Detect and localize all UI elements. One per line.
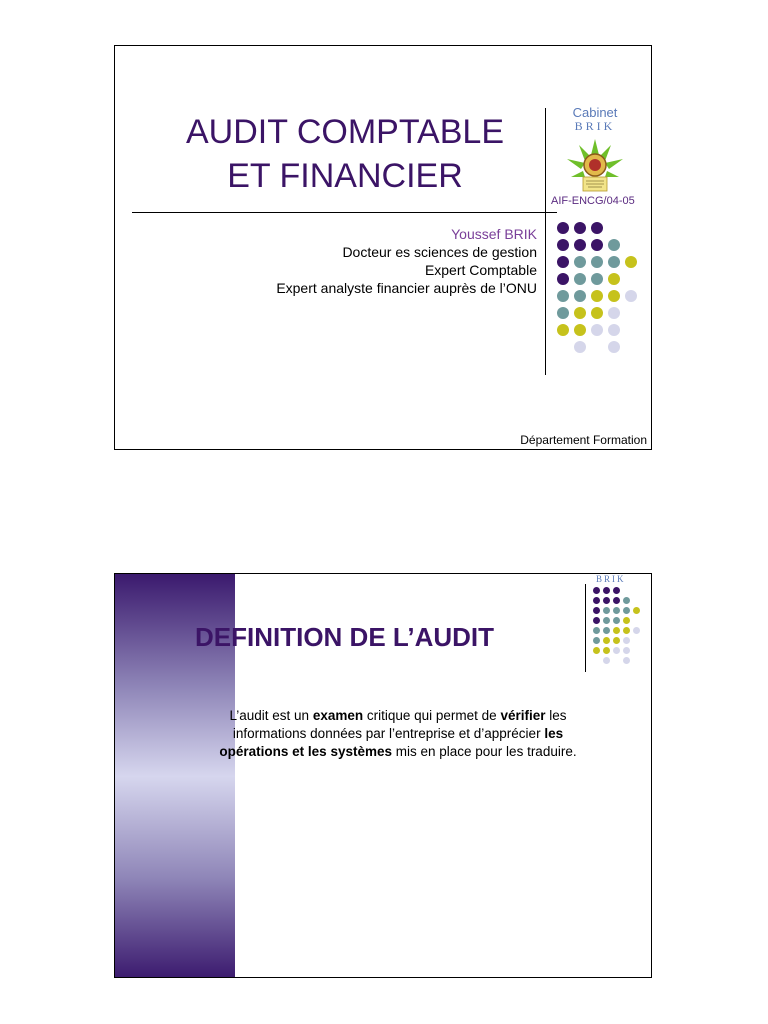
logo-brik-text: BRIK (596, 574, 626, 584)
decorative-dot (625, 256, 637, 268)
decorative-dot (574, 307, 586, 319)
decorative-dot (591, 290, 603, 302)
decorative-dot (613, 617, 620, 624)
definition-text: les informations données par l’entreprise et d’apprécier (232, 708, 567, 741)
decorative-dot (591, 239, 603, 251)
vertical-divider (585, 584, 586, 672)
decorative-dot (623, 627, 630, 634)
definition-text: critique qui permet de (363, 708, 501, 723)
author-block (276, 225, 537, 297)
decorative-dot (623, 657, 630, 664)
decorative-dot (603, 607, 610, 614)
slide-title: DEFINITION DE L’AUDIT (195, 622, 494, 652)
author-name: Youssef BRIK (451, 226, 537, 242)
decorative-dot (603, 617, 610, 624)
decorative-dot (591, 273, 603, 285)
decorative-dot (574, 341, 586, 353)
decorative-dot (603, 657, 610, 664)
decorative-dot (623, 597, 630, 604)
cabinet-logo (555, 106, 635, 198)
horizontal-divider (132, 212, 557, 213)
decorative-dot (603, 597, 610, 604)
decorative-dot (623, 647, 630, 654)
decorative-dot (633, 607, 640, 614)
decorative-dot (613, 607, 620, 614)
decorative-dot (613, 627, 620, 634)
decorative-dot (603, 647, 610, 654)
definition-emphasis: les opérations et les systèmes (219, 726, 564, 759)
decorative-dot (557, 290, 569, 302)
decorative-dot (608, 290, 620, 302)
definition-emphasis: vérifier (500, 708, 546, 723)
decorative-dot (593, 627, 600, 634)
definition-paragraph (203, 707, 593, 761)
title-line-1: AUDIT COMPTABLE (185, 113, 505, 151)
title-line-2: ET FINANCIER (227, 157, 463, 195)
decorative-dot (593, 617, 600, 624)
emblem-icon (559, 133, 631, 193)
decorative-dot (591, 324, 603, 336)
decorative-dot (574, 290, 586, 302)
decorative-dot (623, 617, 630, 624)
decorative-dot (591, 307, 603, 319)
decorative-dot (608, 239, 620, 251)
department-footer: Département Formation (520, 433, 647, 447)
definition-text: mis en place pour les traduire. (392, 744, 577, 759)
decorative-dot (557, 239, 569, 251)
decorative-dot (608, 324, 620, 336)
decorative-dot (613, 597, 620, 604)
decorative-dot (603, 587, 610, 594)
definition-text: L’audit est un (229, 708, 313, 723)
decorative-dot (623, 607, 630, 614)
definition-emphasis: examen (312, 708, 364, 723)
decorative-dot (557, 307, 569, 319)
decorative-dot (574, 324, 586, 336)
decorative-dot (633, 627, 640, 634)
author-title: Expert Comptable (424, 262, 537, 278)
decorative-dot (557, 324, 569, 336)
decorative-dot (591, 222, 603, 234)
decorative-dot (608, 307, 620, 319)
decorative-dot (625, 290, 637, 302)
definition-slide (114, 573, 652, 978)
decorative-dot (593, 607, 600, 614)
slide-title (135, 110, 555, 198)
author-title: Docteur es sciences de gestion (342, 244, 537, 260)
decorative-dot (574, 239, 586, 251)
decorative-dot (593, 597, 600, 604)
logo-cabinet-text: Cabinet (572, 105, 618, 120)
decorative-dot (557, 256, 569, 268)
decorative-dot (613, 587, 620, 594)
decorative-dot (613, 647, 620, 654)
decorative-dot (613, 637, 620, 644)
decorative-dot (557, 222, 569, 234)
course-code: AIF-ENCG/04-05 (551, 195, 635, 207)
decorative-dot (557, 273, 569, 285)
decorative-dot (591, 256, 603, 268)
title-slide (114, 45, 652, 450)
logo-brik-text: BRIK (574, 119, 616, 133)
decorative-dot (603, 637, 610, 644)
decorative-dot (603, 627, 610, 634)
decorative-dot (593, 637, 600, 644)
decorative-dot (574, 256, 586, 268)
decorative-dot (593, 647, 600, 654)
decorative-dot (608, 256, 620, 268)
decorative-dot (623, 637, 630, 644)
decorative-dot (593, 587, 600, 594)
decorative-dot (574, 222, 586, 234)
decorative-dot (608, 341, 620, 353)
decorative-dot (574, 273, 586, 285)
decorative-dot (608, 273, 620, 285)
author-title: Expert analyste financier auprès de l’ONU (276, 280, 537, 296)
vertical-divider (545, 108, 546, 375)
